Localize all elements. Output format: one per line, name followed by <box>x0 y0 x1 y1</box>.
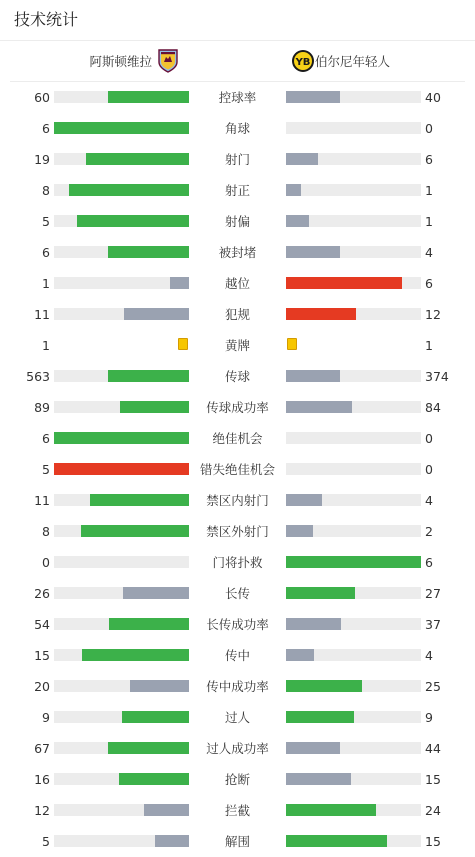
stat-label: 传中 <box>224 648 250 663</box>
home-bar <box>54 525 189 537</box>
stat-row <box>0 392 475 423</box>
away-value: 1 <box>425 214 433 229</box>
home-value: 67 <box>34 741 50 756</box>
page-title: 技术统计 <box>0 0 475 41</box>
home-value: 1 <box>42 338 50 353</box>
stat-row <box>0 113 475 144</box>
home-value: 19 <box>34 152 50 167</box>
away-bar-fill <box>286 308 356 320</box>
home-bar <box>54 742 189 754</box>
home-bar-fill <box>69 184 189 196</box>
stat-row <box>0 640 475 671</box>
away-bar <box>286 556 421 568</box>
home-value: 9 <box>42 710 50 725</box>
stat-row <box>0 671 475 702</box>
home-value: 60 <box>34 90 50 105</box>
away-value: 44 <box>425 741 441 756</box>
home-bar <box>54 618 189 630</box>
home-bar-fill <box>120 401 189 413</box>
away-bar <box>286 91 421 103</box>
stat-label: 绝佳机会 <box>212 431 263 446</box>
teams-header <box>10 41 465 82</box>
away-bar <box>286 184 421 196</box>
stat-label: 被封堵 <box>218 245 257 260</box>
stat-label: 门将扑救 <box>212 555 263 570</box>
home-value: 5 <box>42 462 50 477</box>
stat-row <box>0 175 475 206</box>
home-bar <box>54 680 189 692</box>
stat-label: 禁区内射门 <box>206 493 269 508</box>
home-bar <box>54 370 189 382</box>
away-bar <box>286 215 421 227</box>
home-bar-fill <box>54 432 189 444</box>
home-bar-fill <box>155 835 189 847</box>
away-bar-fill <box>286 556 421 568</box>
svg-text:YB: YB <box>295 57 311 68</box>
stat-row <box>0 578 475 609</box>
home-bar-fill <box>86 153 189 165</box>
away-value: 12 <box>425 307 441 322</box>
home-bar-fill <box>170 277 189 289</box>
stat-label: 控球率 <box>218 90 257 105</box>
home-bar <box>54 184 189 196</box>
stat-row <box>0 144 475 175</box>
stats-list <box>0 82 475 857</box>
away-team-name: 伯尔尼年轻人 <box>315 54 391 69</box>
home-team[interactable] <box>89 41 178 81</box>
home-bar-fill <box>130 680 189 692</box>
home-bar <box>54 463 189 475</box>
stat-row <box>0 609 475 640</box>
home-value: 16 <box>34 772 50 787</box>
away-bar <box>286 308 421 320</box>
stat-label: 过人 <box>224 710 250 725</box>
home-bar-fill <box>54 463 189 475</box>
away-bar-fill <box>286 680 362 692</box>
away-bar-fill <box>286 494 322 506</box>
home-value: 6 <box>42 121 50 136</box>
home-bar <box>54 122 189 134</box>
away-bar-fill <box>286 618 341 630</box>
home-value: 8 <box>42 183 50 198</box>
away-bar-fill <box>286 401 352 413</box>
stat-label: 抢断 <box>224 772 250 787</box>
home-bar <box>54 277 189 289</box>
away-bar <box>286 525 421 537</box>
away-bar <box>286 494 421 506</box>
away-bar <box>286 711 421 723</box>
stat-row <box>0 485 475 516</box>
stat-label: 射门 <box>224 152 250 167</box>
home-bar <box>54 556 189 568</box>
home-value: 5 <box>42 214 50 229</box>
home-bar <box>54 649 189 661</box>
home-value: 11 <box>34 493 50 508</box>
away-bar <box>286 680 421 692</box>
away-value: 0 <box>425 431 433 446</box>
away-value: 1 <box>425 338 433 353</box>
stat-row <box>0 361 475 392</box>
away-bar-fill <box>286 246 340 258</box>
home-bar-fill <box>82 649 189 661</box>
home-bar <box>54 804 189 816</box>
away-bar <box>286 401 421 413</box>
home-value: 54 <box>34 617 50 632</box>
away-bar <box>286 835 421 847</box>
away-bar-fill <box>286 587 355 599</box>
away-bar <box>286 122 421 134</box>
stat-row <box>0 764 475 795</box>
away-value: 27 <box>425 586 441 601</box>
away-bar-fill <box>286 804 376 816</box>
away-value: 1 <box>425 183 433 198</box>
away-bar-fill <box>286 184 301 196</box>
away-value: 84 <box>425 400 441 415</box>
away-bar-fill <box>286 835 387 847</box>
away-bar-fill <box>286 773 351 785</box>
away-bar-fill <box>286 742 340 754</box>
away-value: 4 <box>425 245 433 260</box>
stat-row <box>0 206 475 237</box>
home-bar <box>54 835 189 847</box>
home-bar <box>54 432 189 444</box>
stat-row <box>0 702 475 733</box>
stat-row <box>0 547 475 578</box>
home-bar-fill <box>119 773 189 785</box>
away-value: 374 <box>425 369 449 384</box>
home-bar-fill <box>108 246 189 258</box>
away-bar <box>286 773 421 785</box>
home-bar <box>54 246 189 258</box>
stat-row <box>0 82 475 113</box>
home-bar-fill <box>108 742 189 754</box>
away-bar <box>286 649 421 661</box>
away-bar-fill <box>286 370 340 382</box>
home-value: 563 <box>26 369 50 384</box>
home-bar-fill <box>108 91 189 103</box>
away-value: 2 <box>425 524 433 539</box>
away-bar <box>286 370 421 382</box>
stat-label: 长传 <box>224 586 250 601</box>
away-value: 0 <box>425 121 433 136</box>
home-bar <box>54 91 189 103</box>
away-bar <box>286 804 421 816</box>
home-value: 11 <box>34 307 50 322</box>
stat-row <box>0 795 475 826</box>
stat-label: 越位 <box>224 276 250 291</box>
away-value: 0 <box>425 462 433 477</box>
stat-label: 拦截 <box>224 803 250 818</box>
away-value: 9 <box>425 710 433 725</box>
away-value: 6 <box>425 555 433 570</box>
home-value: 15 <box>34 648 50 663</box>
home-bar <box>54 153 189 165</box>
home-value: 20 <box>34 679 50 694</box>
stat-label: 黄牌 <box>224 338 250 353</box>
home-bar-fill <box>144 804 189 816</box>
home-bar <box>54 215 189 227</box>
home-bar-fill <box>122 711 190 723</box>
stat-row <box>0 516 475 547</box>
away-bar <box>286 246 421 258</box>
stat-row <box>0 454 475 485</box>
away-value: 24 <box>425 803 441 818</box>
away-value: 40 <box>425 90 441 105</box>
stat-row <box>0 268 475 299</box>
stat-row <box>0 733 475 764</box>
away-bar-fill <box>286 153 318 165</box>
home-bar-fill <box>81 525 189 537</box>
home-bar-fill <box>54 122 189 134</box>
away-bar-fill <box>286 649 314 661</box>
away-team[interactable] <box>291 41 390 81</box>
away-bar <box>286 742 421 754</box>
stat-label: 传球 <box>224 369 250 384</box>
stat-row <box>0 330 475 361</box>
away-value: 4 <box>425 648 433 663</box>
away-bar-fill <box>286 277 402 289</box>
stat-row <box>0 237 475 268</box>
stat-row <box>0 299 475 330</box>
home-bar-fill <box>124 308 189 320</box>
away-bar-fill <box>286 215 309 227</box>
stat-label: 传球成功率 <box>206 400 269 415</box>
stat-label: 射偏 <box>224 214 250 229</box>
stat-label: 犯规 <box>224 307 250 322</box>
away-value: 15 <box>425 772 441 787</box>
stat-label: 传中成功率 <box>206 679 269 694</box>
away-yellow-card-icon <box>287 338 297 350</box>
home-bar <box>54 587 189 599</box>
stat-label: 解围 <box>224 834 250 849</box>
away-value: 25 <box>425 679 441 694</box>
away-bar <box>286 432 421 444</box>
away-value: 15 <box>425 834 441 849</box>
stat-label: 射正 <box>224 183 250 198</box>
home-value: 6 <box>42 431 50 446</box>
home-value: 1 <box>42 276 50 291</box>
home-bar-fill <box>123 587 189 599</box>
home-bar <box>54 773 189 785</box>
home-bar-fill <box>90 494 189 506</box>
stat-label: 过人成功率 <box>206 741 269 756</box>
home-value: 5 <box>42 834 50 849</box>
home-value: 8 <box>42 524 50 539</box>
home-bar-fill <box>77 215 189 227</box>
home-bar <box>54 401 189 413</box>
home-bar <box>54 711 189 723</box>
home-bar <box>54 308 189 320</box>
away-bar <box>286 153 421 165</box>
away-value: 37 <box>425 617 441 632</box>
stat-label: 长传成功率 <box>206 617 269 632</box>
stat-label: 错失绝佳机会 <box>199 462 275 477</box>
home-bar <box>54 494 189 506</box>
home-yellow-card-icon <box>178 338 188 350</box>
away-value: 4 <box>425 493 433 508</box>
stat-row <box>0 826 475 857</box>
away-bar-fill <box>286 91 340 103</box>
stat-label: 禁区外射门 <box>206 524 269 539</box>
away-bar-fill <box>286 711 354 723</box>
away-value: 6 <box>425 152 433 167</box>
aston-villa-crest-icon <box>158 49 178 73</box>
away-bar <box>286 463 421 475</box>
away-bar <box>286 587 421 599</box>
away-bar <box>286 277 421 289</box>
home-bar-fill <box>109 618 189 630</box>
home-value: 12 <box>34 803 50 818</box>
home-value: 0 <box>42 555 50 570</box>
home-value: 89 <box>34 400 50 415</box>
home-bar-fill <box>108 370 189 382</box>
stat-row <box>0 423 475 454</box>
young-boys-crest-icon <box>291 49 311 73</box>
away-value: 6 <box>425 276 433 291</box>
stat-label: 角球 <box>224 121 250 136</box>
away-bar-fill <box>286 525 313 537</box>
away-bar <box>286 618 421 630</box>
home-value: 6 <box>42 245 50 260</box>
home-team-name: 阿斯顿维拉 <box>89 54 152 69</box>
home-value: 26 <box>34 586 50 601</box>
